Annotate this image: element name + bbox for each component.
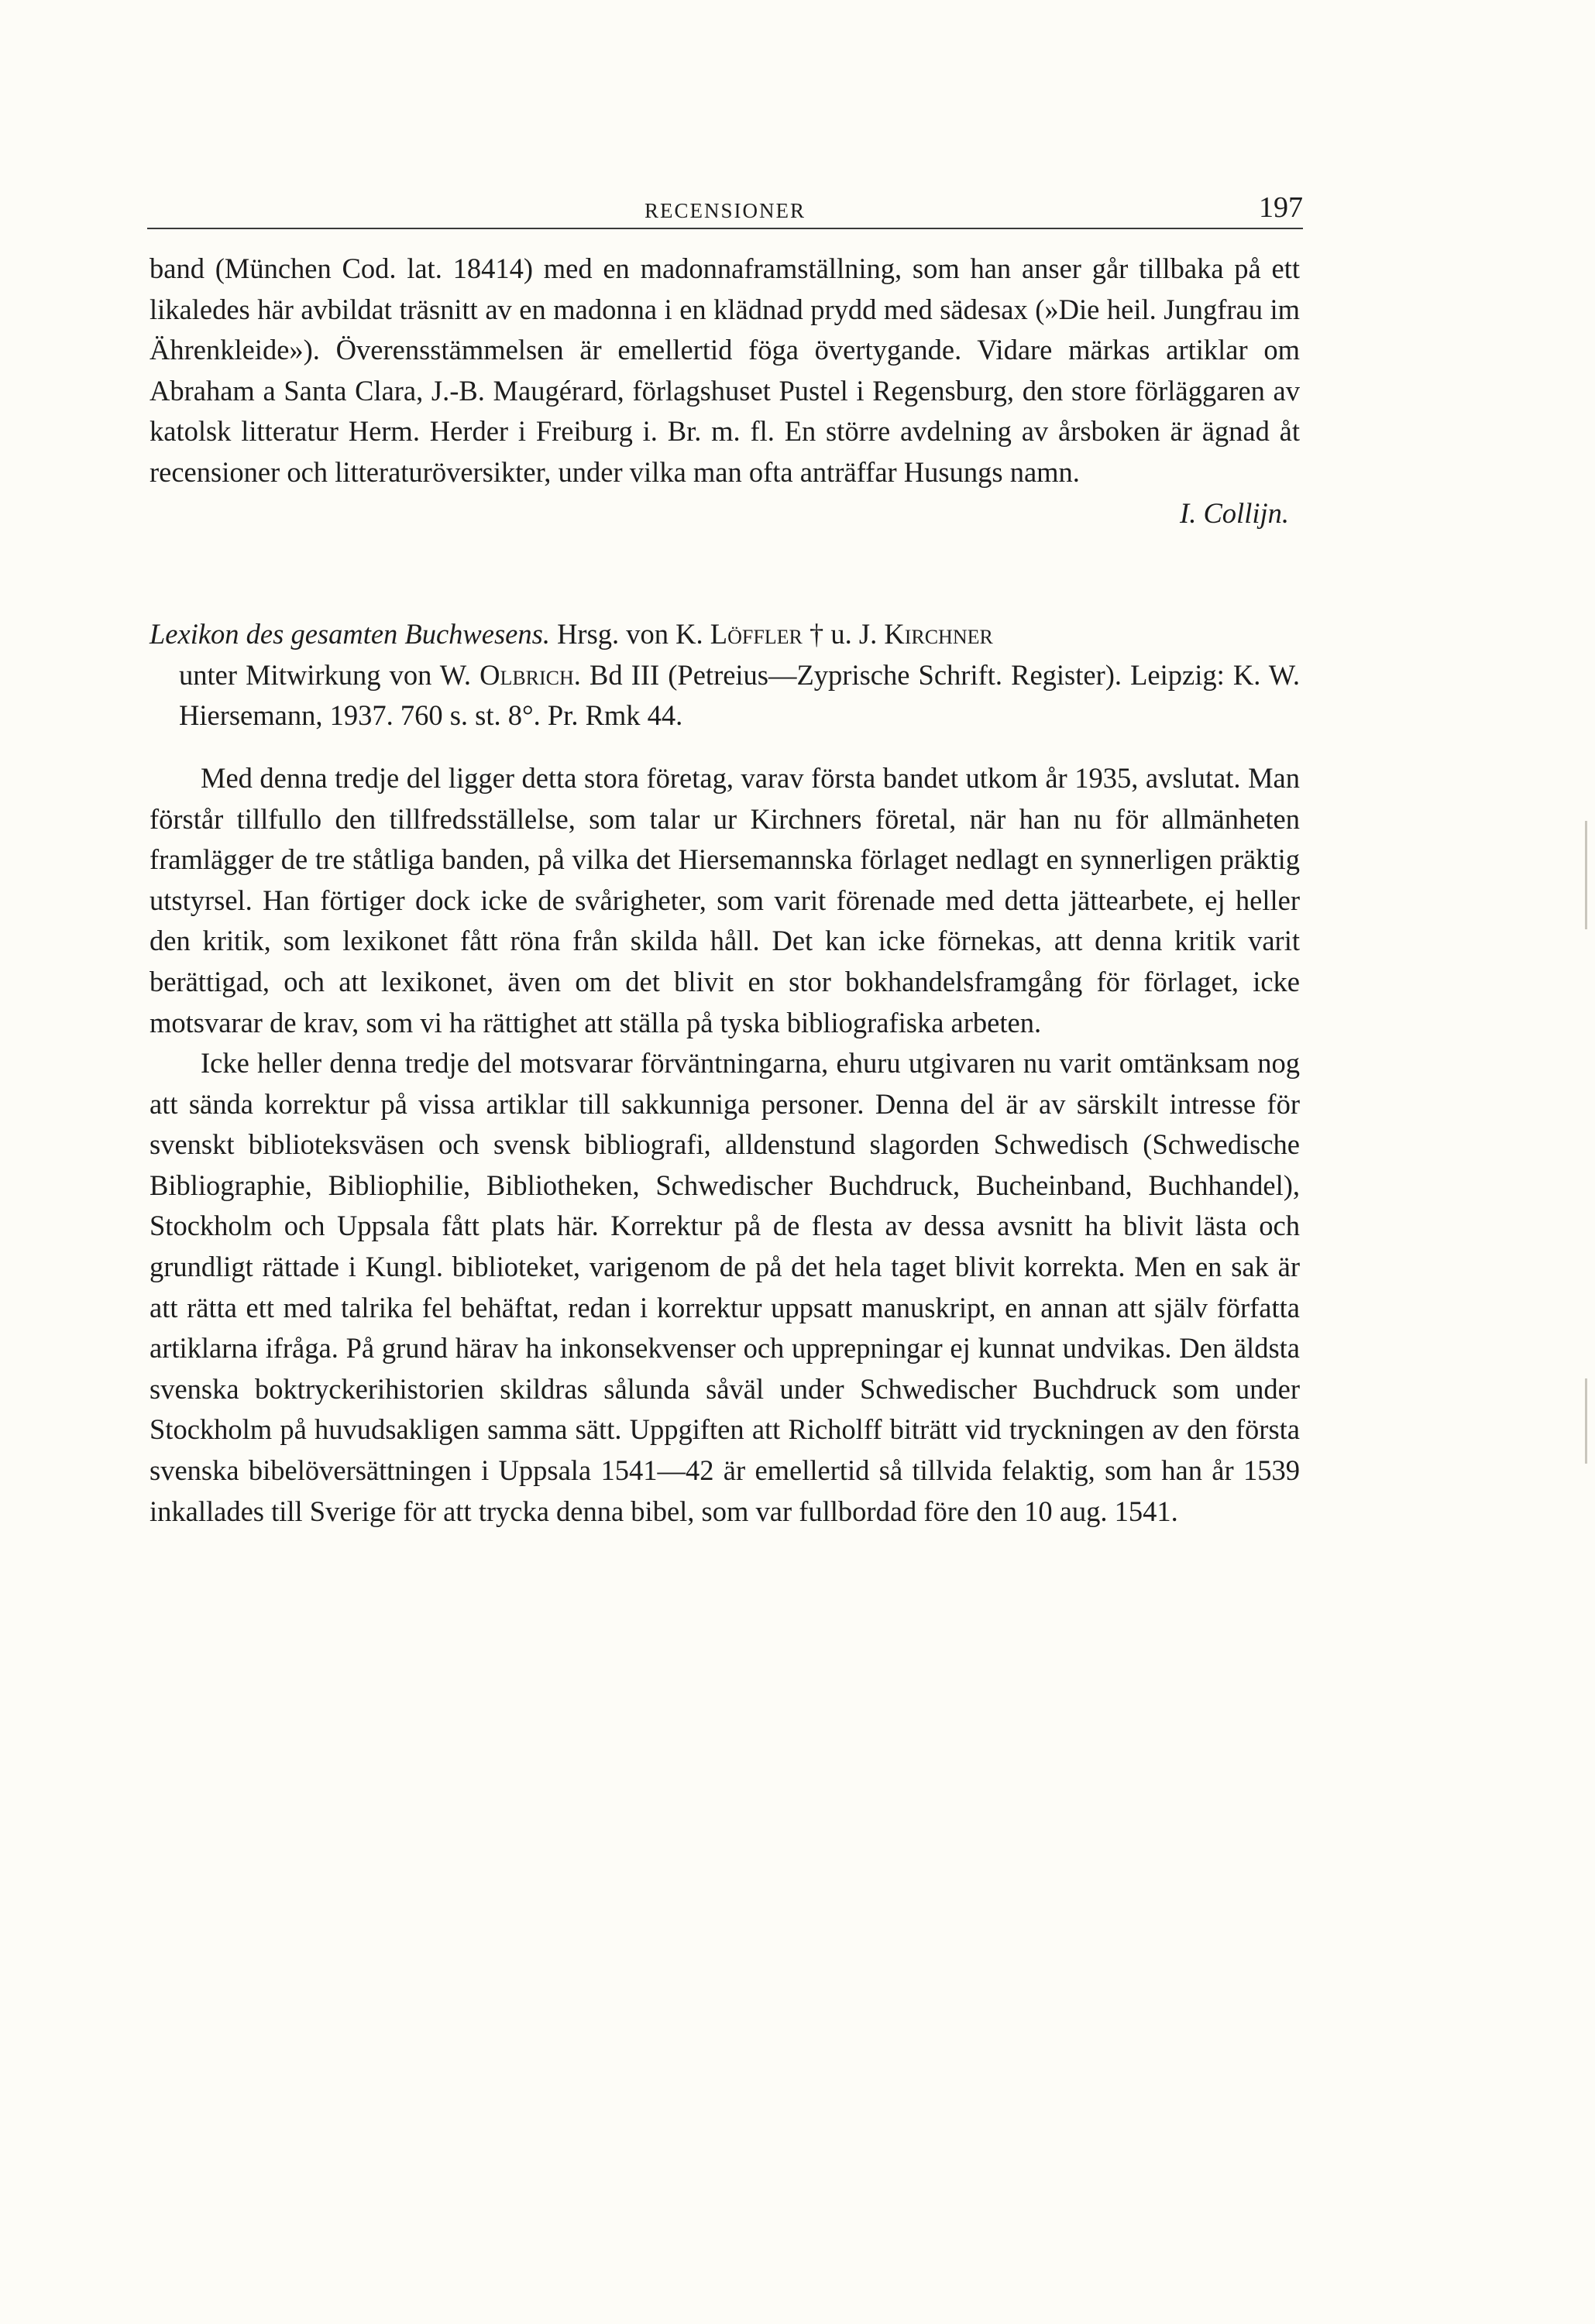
book-citation bbox=[150, 614, 1300, 736]
page-edge-mark bbox=[1585, 821, 1587, 929]
book-title: Lexikon des gesamten Buchwesens. bbox=[150, 618, 550, 651]
reviewer-signature: I. Collijn. bbox=[1180, 496, 1289, 529]
author-name: Olbrich bbox=[480, 658, 574, 691]
citation-text: . Bd III (Petreius—Zyprische Schrift. Register). Leipzig: K. W. Hiersemann, 1937. 760 s. st. 8°. Pr. Rmk 44. bbox=[179, 658, 1300, 732]
author-name: Löffler bbox=[710, 618, 803, 651]
citation-text: Hrsg. von K. bbox=[549, 618, 710, 651]
citation-text: † u. J. bbox=[802, 618, 885, 651]
review-paragraph: band (München Cod. lat. 18414) med en madonnaframställning, som han anser går tillbaka på ett likaledes här avbildat träsnitt av en madonna i en klädnad prydd med sädesax (»Die heil. Jungfrau im Ährenkleide»). Överensstämmelsen är emellertid föga övertygande. Vidare märkas artiklar om Abraham a Santa Clara, J.-B. Maugérard, förlagshuset Pustel i Regensburg, den store förläggaren av katolsk litteratur Herm. Herder i Freiburg i. Br. m. fl. En större avdelning av årsboken är ägnad åt recensioner och litteraturöversikter, under vilka man ofta anträffar Husungs namn. bbox=[150, 252, 1300, 488]
page-header bbox=[147, 184, 1303, 229]
review-paragraph: Med denna tredje del ligger detta stora företag, varav första bandet utkom år 1935, avslutat. Man förstår tillfullo den tillfredsställelse, som talar ur Kirchners företal, när han nu för allmänheten framlägger de tre ståtliga banden, på vilka det Hiersemannska förlaget nedlagt en synnerligen präktig utstyrsel. Han förtiger dock icke de svårigheter, som varit förenade med detta jättearbete, ej heller den kritik, som lexikonet fått röna från skilda håll. Det kan icke förnekas, att denna kritik varit berättigad, och att lexikonet, även om det blivit en stor bokhandelsframgång för förlaget, icke motsvarar de krav, som vi ha rättighet att ställa på tyska bibliografiska arbeten. bbox=[150, 761, 1300, 1038]
page-body bbox=[150, 249, 1300, 1532]
running-head: RECENSIONER bbox=[644, 199, 806, 222]
page-number: 197 bbox=[1259, 191, 1303, 224]
review-paragraph: Icke heller denna tredje del motsvarar förväntningarna, ehuru utgivaren nu varit omtänksam nog att sända korrektur på vissa artiklar till sakkunniga personer. Denna del är av särskilt intresse för svenskt biblioteksväsen och svensk bibliografi, alldenstund slagorden Schwedisch (Schwedische Bibliographie, Bibliophilie, Bibliotheken, Schwedischer Buchdruck, Bucheinband, Buchhandel), Stockholm och Uppsala fått plats här. Korrektur på de flesta av dessa avsnitt ha blivit lästa och grundligt rättade i Kungl. biblioteket, varigenom de på det hela taget blivit korrekta. Men en sak är att rätta ett med talrika fel behäftat, redan i korrektur uppsatt manuskript, en annan att själv författa artiklarna ifråga. På grund härav ha inkonsekvenser och upprepningar ej kunnat undvikas. Den äldsta svenska boktryckerihistorien skildras sålunda såväl under Schwedischer Buchdruck som under Stockholm på huvudsakligen samma sätt. Uppgiften att Richolff biträtt vid tryckningen av den första svenska bibelöversättningen i Uppsala 1541—42 är emellertid så tillvida felaktig, som han år 1539 inkallades till Sverige för att trycka denna bibel, som var fullbordad före den 10 aug. 1541. bbox=[150, 1047, 1300, 1527]
citation-text: unter Mitwirkung von W. bbox=[179, 658, 480, 691]
author-name: Kirchner bbox=[884, 618, 993, 651]
page-edge-mark bbox=[1585, 1378, 1587, 1464]
